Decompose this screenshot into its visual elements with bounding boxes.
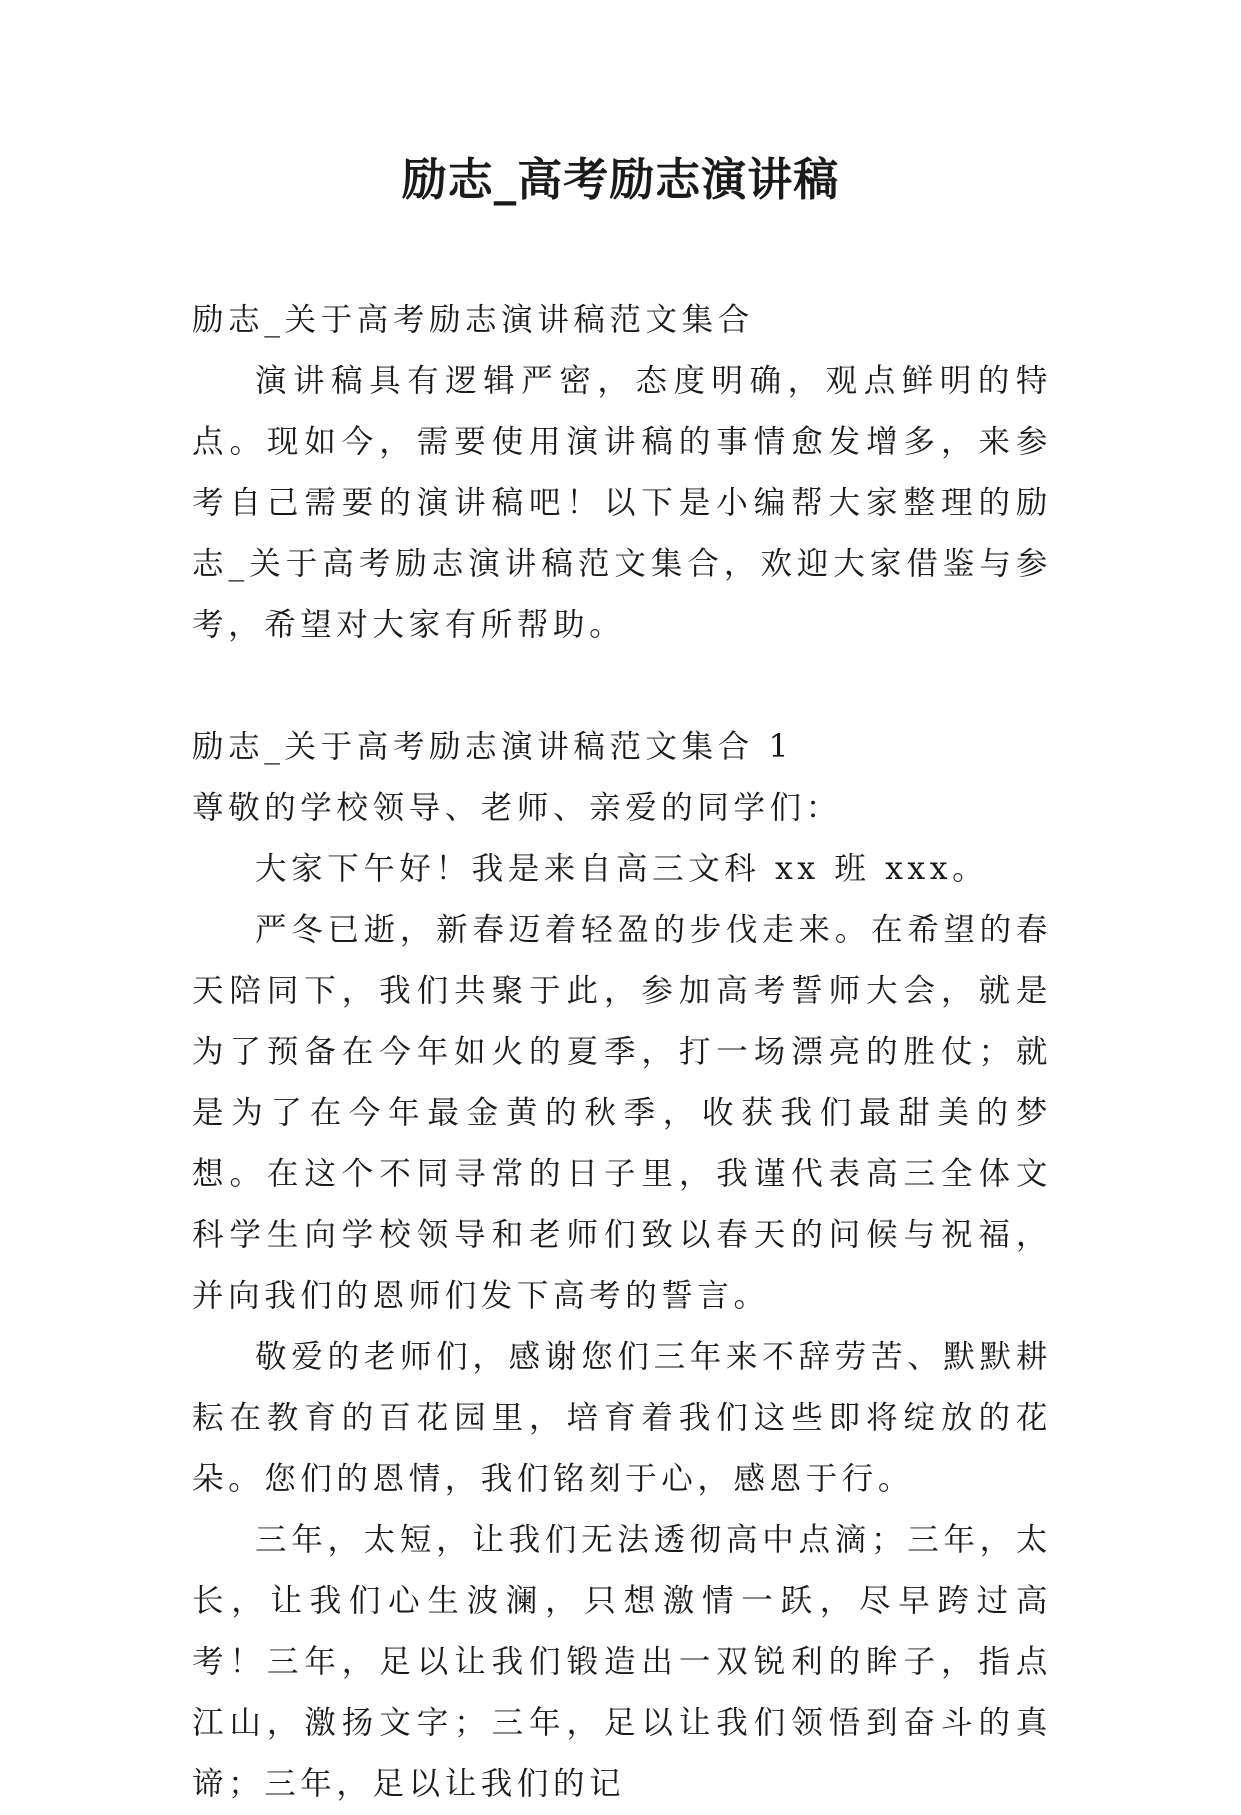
document-title: 励志_高考励志演讲稿: [401, 153, 840, 206]
section-spacer: [192, 656, 1052, 717]
intro-paragraph: 演讲稿具有逻辑严密，态度明确，观点鲜明的特点。现如今，需要使用演讲稿的事情愈发增多，来参考自己需要的演讲稿吧！以下是小编帮大家整理的励志_关于高考励志演讲稿范文集合，欢迎大家借鉴与参考，希望对大家有所帮助。: [192, 363, 1052, 643]
document-body: [192, 290, 1052, 1815]
body-paragraph: 敬爱的老师们，感谢您们三年来不辞劳苦、默默耕耘在教育的百花园里，培育着我们这些即将绽放的花朵。您们的恩情，我们铭刻于心，感恩于行。: [192, 1339, 1052, 1497]
body-paragraph: 严冬已逝，新春迈着轻盈的步伐走来。在希望的春天陪同下，我们共聚于此，参加高考誓师大会，就是为了预备在今年如火的夏季，打一场漂亮的胜仗；就是为了在今年最金黄的秋季，收获我们最甜美的梦想。在这个不同寻常的日子里，我谨代表高三全体文科学生向学校领导和老师们致以春天的问候与祝福，并向我们的恩师们发下高考的誓言。: [192, 912, 1052, 1314]
body-paragraph: 三年，太短，让我们无法透彻高中点滴；三年，太长，让我们心生波澜，只想激情一跃，尽早跨过高考！三年，足以让我们锻造出一双锐利的眸子，指点江山，激扬文字；三年，足以让我们领悟到奋斗的真谛；三年，足以让我们的记: [192, 1522, 1052, 1802]
body-paragraph: 大家下午好！我是来自高三文科 xx 班 xxx。: [255, 851, 989, 887]
section-heading: 励志_关于高考励志演讲稿范文集合: [192, 302, 754, 338]
section-heading: 励志_关于高考励志演讲稿范文集合 1: [192, 729, 794, 765]
salutation: 尊敬的学校领导、老师、亲爱的同学们：: [192, 790, 842, 826]
